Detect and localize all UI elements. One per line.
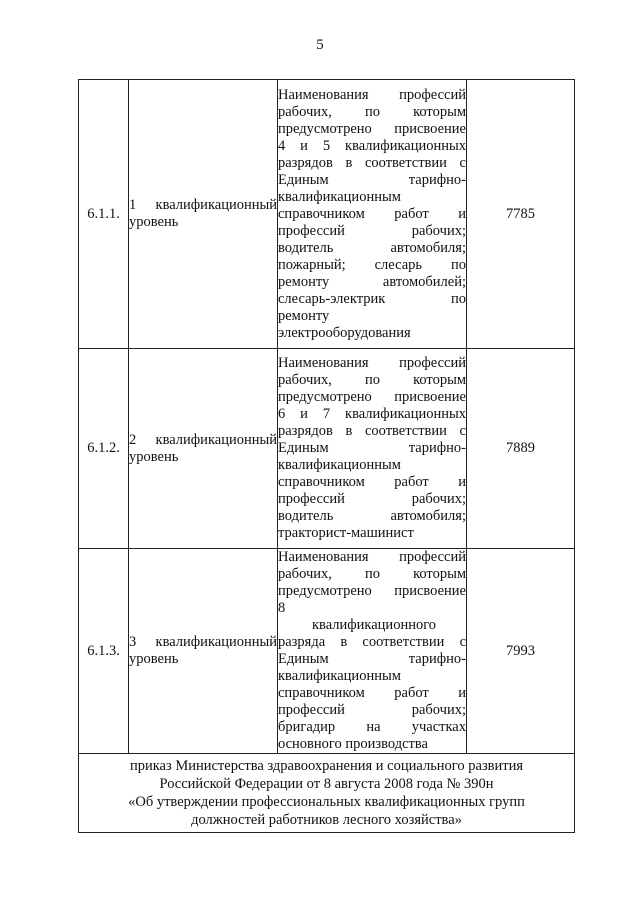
description-line: тракторист-машинист xyxy=(278,525,414,541)
legal-reference-line: «Об утверждении профессиональных квалификационных групп xyxy=(128,794,525,810)
description-line: 4 и 5 квалификационных xyxy=(278,137,466,154)
description-line: Единым тарифно- xyxy=(278,440,466,456)
qualification-table xyxy=(78,79,575,833)
qualification-level: 2 квалификационный уровень xyxy=(129,349,278,549)
table-row xyxy=(79,349,575,549)
table-footer-row xyxy=(79,754,575,833)
description-line: справочником работ и xyxy=(278,685,466,701)
salary-value: 7889 xyxy=(467,349,575,549)
description-line: водитель автомобиля; xyxy=(278,508,466,524)
description-line: предусмотрено присвоение xyxy=(278,120,466,137)
description-line: профессий рабочих; xyxy=(278,491,466,507)
description-line: разрядов в соответствии с xyxy=(278,154,466,171)
salary-value: 7993 xyxy=(467,549,575,754)
description-line: квалификационным xyxy=(278,668,401,684)
description-line: электрооборудования xyxy=(278,324,411,341)
description-line: рабочих, по которым xyxy=(278,372,466,388)
legal-reference xyxy=(79,754,575,833)
description-line: основного производства xyxy=(278,736,428,752)
row-number: 6.1.3. xyxy=(79,549,129,754)
description-line: предусмотрено присвоение xyxy=(278,583,466,599)
description-line: Наименования профессий xyxy=(278,86,466,103)
description-line: справочником работ и xyxy=(278,474,466,490)
description-line: профессий рабочих; xyxy=(278,702,466,718)
description-line: рабочих, по которым xyxy=(278,103,466,120)
qualification-level: 1 квалификационный уровень xyxy=(129,80,278,349)
description-line: 8 xyxy=(278,600,286,616)
description-line: слесарь-электрик по xyxy=(278,290,466,307)
description-line: водитель автомобиля; xyxy=(278,239,466,256)
description-line: квалификационным xyxy=(278,457,401,473)
description-line: предусмотрено присвоение xyxy=(278,389,466,405)
description-line: Наименования профессий xyxy=(278,549,466,565)
description-line: бригадир на участках xyxy=(278,719,466,735)
profession-description xyxy=(278,80,467,349)
legal-reference-line: приказ Министерства здравоохранения и социального развития xyxy=(129,758,524,774)
description-line: профессий рабочих; xyxy=(278,222,466,239)
profession-description xyxy=(278,549,467,754)
table-row xyxy=(79,549,575,754)
description-line: справочником работ и xyxy=(278,205,466,222)
description-line: Наименования профессий xyxy=(278,355,466,371)
legal-reference-line: Российской Федерации от 8 августа 2008 года № 390н xyxy=(159,776,494,792)
description-line: 6 и 7 квалификационных xyxy=(278,406,466,422)
salary-value: 7785 xyxy=(467,80,575,349)
description-line: Единым тарифно- xyxy=(278,651,466,667)
description-line: ремонту автомобилей; xyxy=(278,273,466,290)
row-number: 6.1.1. xyxy=(79,80,129,349)
description-line: разрядов в соответствии с xyxy=(278,423,466,439)
page-number: 5 xyxy=(316,37,324,53)
description-line: рабочих, по которым xyxy=(278,566,466,582)
description-line: разряда в соответствии с xyxy=(278,634,466,650)
row-number: 6.1.2. xyxy=(79,349,129,549)
description-line: Единым тарифно- xyxy=(278,171,466,188)
description-line: квалификационного xyxy=(312,617,437,633)
legal-reference-line: должностей работников лесного хозяйства» xyxy=(191,812,462,828)
description-line: пожарный; слесарь по xyxy=(278,256,466,273)
qualification-level: 3 квалификационный уровень xyxy=(129,549,278,754)
table-row xyxy=(79,80,575,349)
description-line: квалификационным xyxy=(278,188,401,205)
profession-description xyxy=(278,349,467,549)
description-line: ремонту xyxy=(278,307,330,324)
